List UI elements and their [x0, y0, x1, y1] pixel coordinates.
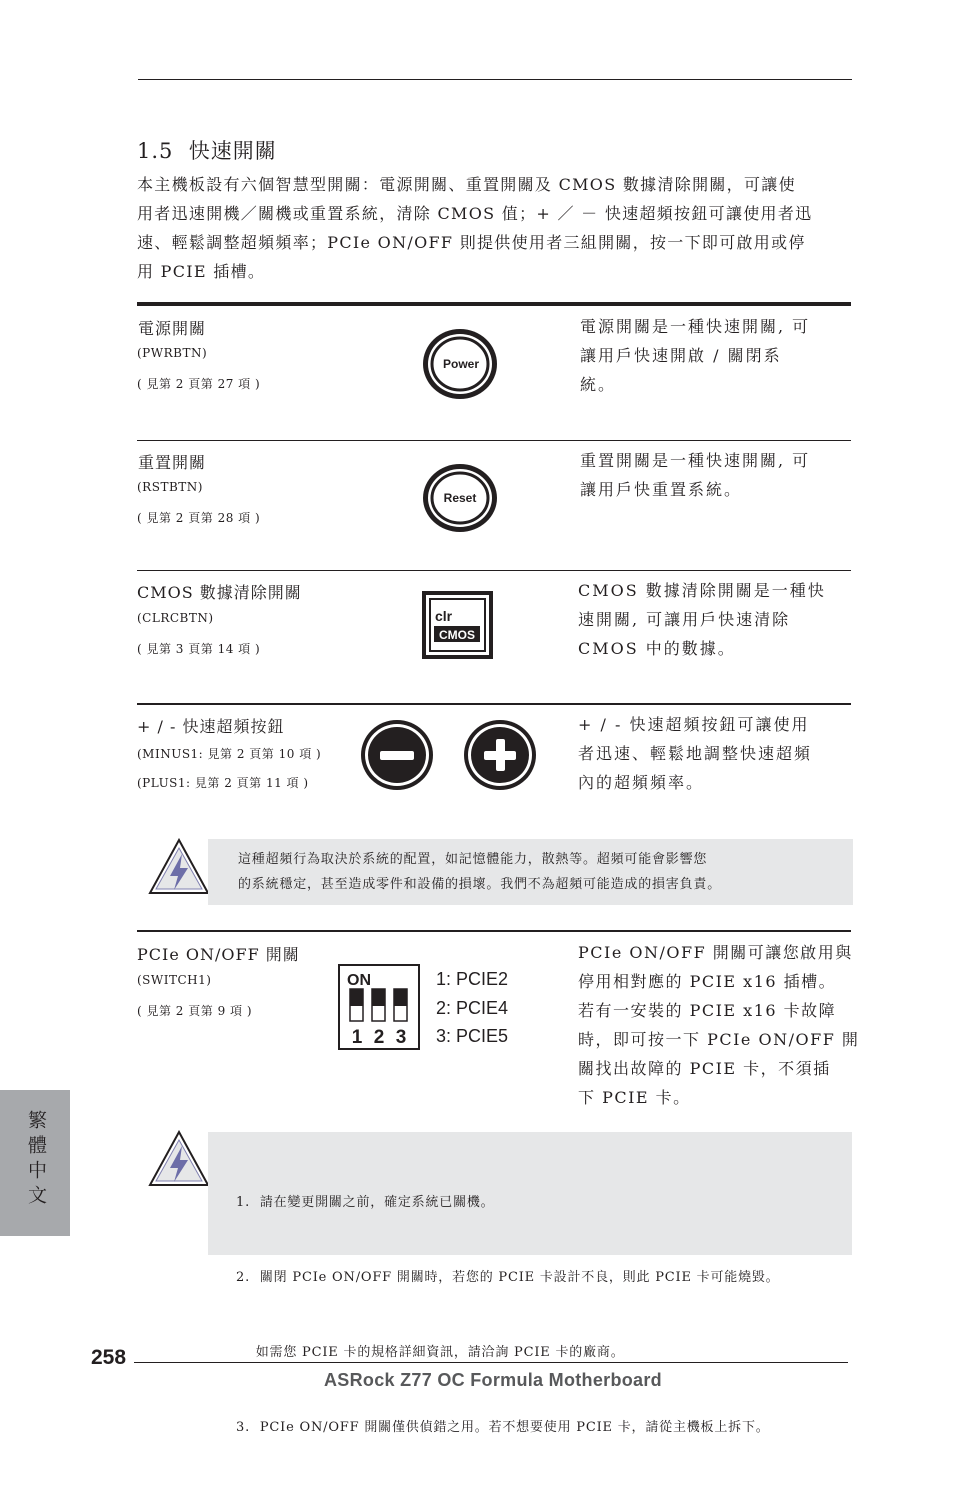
- clear-cmos-icon: [421, 590, 494, 660]
- power-switch-ref: ( 見第 2 頁第 27 項 ): [137, 377, 261, 391]
- note-line: 的系統穩定，甚至造成零件和設備的損壞。我們不為超頻可能造成的損害負責。: [238, 877, 722, 892]
- footer-title: ASRock Z77 OC Formula Motherboard: [324, 1370, 662, 1390]
- intro-line: 用者迅速開機／關機或重置系統，清除 CMOS 值；+ ／ － 快速超頻按鈕可讓使用者迅: [137, 204, 813, 223]
- desc-line: PCIe ON/OFF 開關可讓您啟用與: [578, 943, 853, 962]
- dip-labels: [436, 965, 508, 1051]
- dip-number-2: 2: [373, 1027, 385, 1048]
- desc-line: CMOS 中的數據。: [578, 639, 736, 658]
- section-title-text: 快速開關: [188, 139, 277, 163]
- power-icon-text: Power: [442, 357, 480, 371]
- desc-line: 重置開關是一種快速開關, 可: [580, 451, 811, 470]
- language-tab-text: 繁體中文: [25, 1110, 47, 1210]
- warning-icon: [148, 838, 210, 900]
- minus-button-icon: [360, 719, 434, 791]
- power-switch-desc: [580, 312, 810, 399]
- cmos-switch-ref: ( 見第 3 頁第 14 項 ): [137, 642, 261, 656]
- intro-line: 用 PCIE 插槽。: [137, 262, 266, 281]
- desc-line: 電源開關是一種快速開關, 可: [580, 317, 811, 336]
- intro-line: 速、輕鬆調整超頻頻率；PCIe ON/OFF 則提供使用者三組開關，按一下即可啟用或停: [137, 233, 806, 252]
- desc-line: 停用相對應的 PCIE x16 插槽。: [578, 972, 837, 991]
- section-title: [137, 135, 277, 165]
- intro-line: 本主機板設有六個智慧型開關：電源開關、重置開關及 CMOS 數據清除開關，可讓使: [137, 175, 796, 194]
- note-line: 1. 請在變更開關之前，確定系統已關機。: [236, 1195, 495, 1210]
- clr-icon-text: clr: [435, 608, 453, 624]
- desc-line: 內的超頻頻率。: [578, 773, 705, 792]
- dip-switch-icon: [338, 964, 420, 1050]
- row-divider: [137, 570, 851, 571]
- dip-number-3: 3: [395, 1027, 407, 1048]
- dip-number-1: 1: [351, 1027, 363, 1048]
- top-rule: [138, 79, 852, 80]
- note-line: 這種超頻行為取決於系統的配置，如記憶體能力，散熱等。超頻可能會影響您: [238, 852, 708, 867]
- power-button-icon: [421, 327, 499, 401]
- oc-buttons-label: + / - 快速超頻按鈕: [137, 717, 285, 736]
- overclock-warning-text: [238, 847, 721, 897]
- cmos-icon-text: CMOS: [439, 628, 475, 642]
- reset-switch-code: (RSTBTN): [137, 480, 203, 494]
- dip-label: 2: PCIE4: [436, 997, 509, 1018]
- note-line: 如需您 PCIE 卡的規格詳細資訊，請洽詢 PCIE 卡的廠商。: [236, 1345, 625, 1360]
- row-divider: [137, 440, 851, 441]
- cmos-switch-desc: [578, 576, 826, 663]
- desc-line: 時，即可按一下 PCIe ON/OFF 開: [578, 1030, 860, 1049]
- row-divider: [137, 930, 851, 932]
- note-line: 2. 關閉 PCIe ON/OFF 開關時，若您的 PCIE 卡設計不良，則此 PCIE 卡可能燒毀。: [236, 1270, 780, 1285]
- minus-button-ref: (MINUS1: 見第 2 頁第 10 項 ): [137, 747, 322, 761]
- reset-button-icon: [421, 462, 499, 534]
- desc-line: CMOS 數據清除開關是一種快: [578, 581, 826, 600]
- dip-label: 3: PCIE5: [436, 1026, 509, 1046]
- warning-icon: [148, 1130, 210, 1192]
- desc-line: 下 PCIE 卡。: [578, 1088, 691, 1107]
- reset-switch-ref: ( 見第 2 頁第 28 項 ): [137, 511, 261, 525]
- intro-paragraph: [137, 170, 853, 286]
- plus-button-icon: [463, 719, 537, 791]
- desc-line: + / - 快速超頻按鈕可讓使用: [578, 715, 810, 734]
- desc-line: 關找出故障的 PCIE 卡，不須插: [578, 1059, 831, 1078]
- pcie-switch-ref: ( 見第 2 頁第 9 項 ): [137, 1004, 253, 1018]
- overclock-warning-box: [208, 839, 853, 905]
- reset-icon-text: Reset: [443, 491, 477, 505]
- table-top-rule: [137, 302, 851, 306]
- desc-line: 速開關, 可讓用戶快速清除: [578, 610, 791, 629]
- note-line: 3. PCIe ON/OFF 開關僅供偵錯之用。若不想要使用 PCIE 卡，請從主機板上拆下。: [236, 1420, 770, 1435]
- pcie-switch-desc: [578, 938, 859, 1112]
- footer-rule: [134, 1362, 848, 1363]
- pcie-switch-label: PCIe ON/OFF 開關: [137, 945, 300, 964]
- dip-label: 1: PCIE2: [436, 969, 509, 989]
- cmos-switch-code: (CLRCBTN): [137, 611, 214, 625]
- page-number: 258: [91, 1346, 127, 1369]
- section-number: 1.5: [137, 139, 174, 163]
- power-switch-label: 電源開關: [138, 319, 207, 338]
- pcie-warning-text: [236, 1140, 779, 1490]
- dip-on-text: ON: [347, 972, 371, 989]
- cmos-switch-label: CMOS 數據清除開關: [137, 583, 302, 602]
- reset-switch-desc: [580, 446, 810, 504]
- oc-buttons-desc: [578, 710, 812, 797]
- pcie-switch-code: (SWITCH1): [137, 973, 212, 987]
- desc-line: 統。: [580, 375, 617, 394]
- language-side-tab: [0, 1090, 70, 1236]
- desc-line: 若有一安裝的 PCIE x16 卡故障: [578, 1001, 837, 1020]
- desc-line: 讓用戶快速開啟 / 關閉系: [580, 346, 782, 365]
- desc-line: 讓用戶快重置系統。: [580, 480, 743, 499]
- plus-button-ref: (PLUS1: 見第 2 頁第 11 項 ): [137, 776, 309, 790]
- desc-line: 者迅速、輕鬆地調整快速超頻: [578, 744, 813, 763]
- row-divider: [137, 703, 851, 705]
- power-switch-code: (PWRBTN): [137, 346, 208, 360]
- reset-switch-label: 重置開關: [138, 453, 207, 472]
